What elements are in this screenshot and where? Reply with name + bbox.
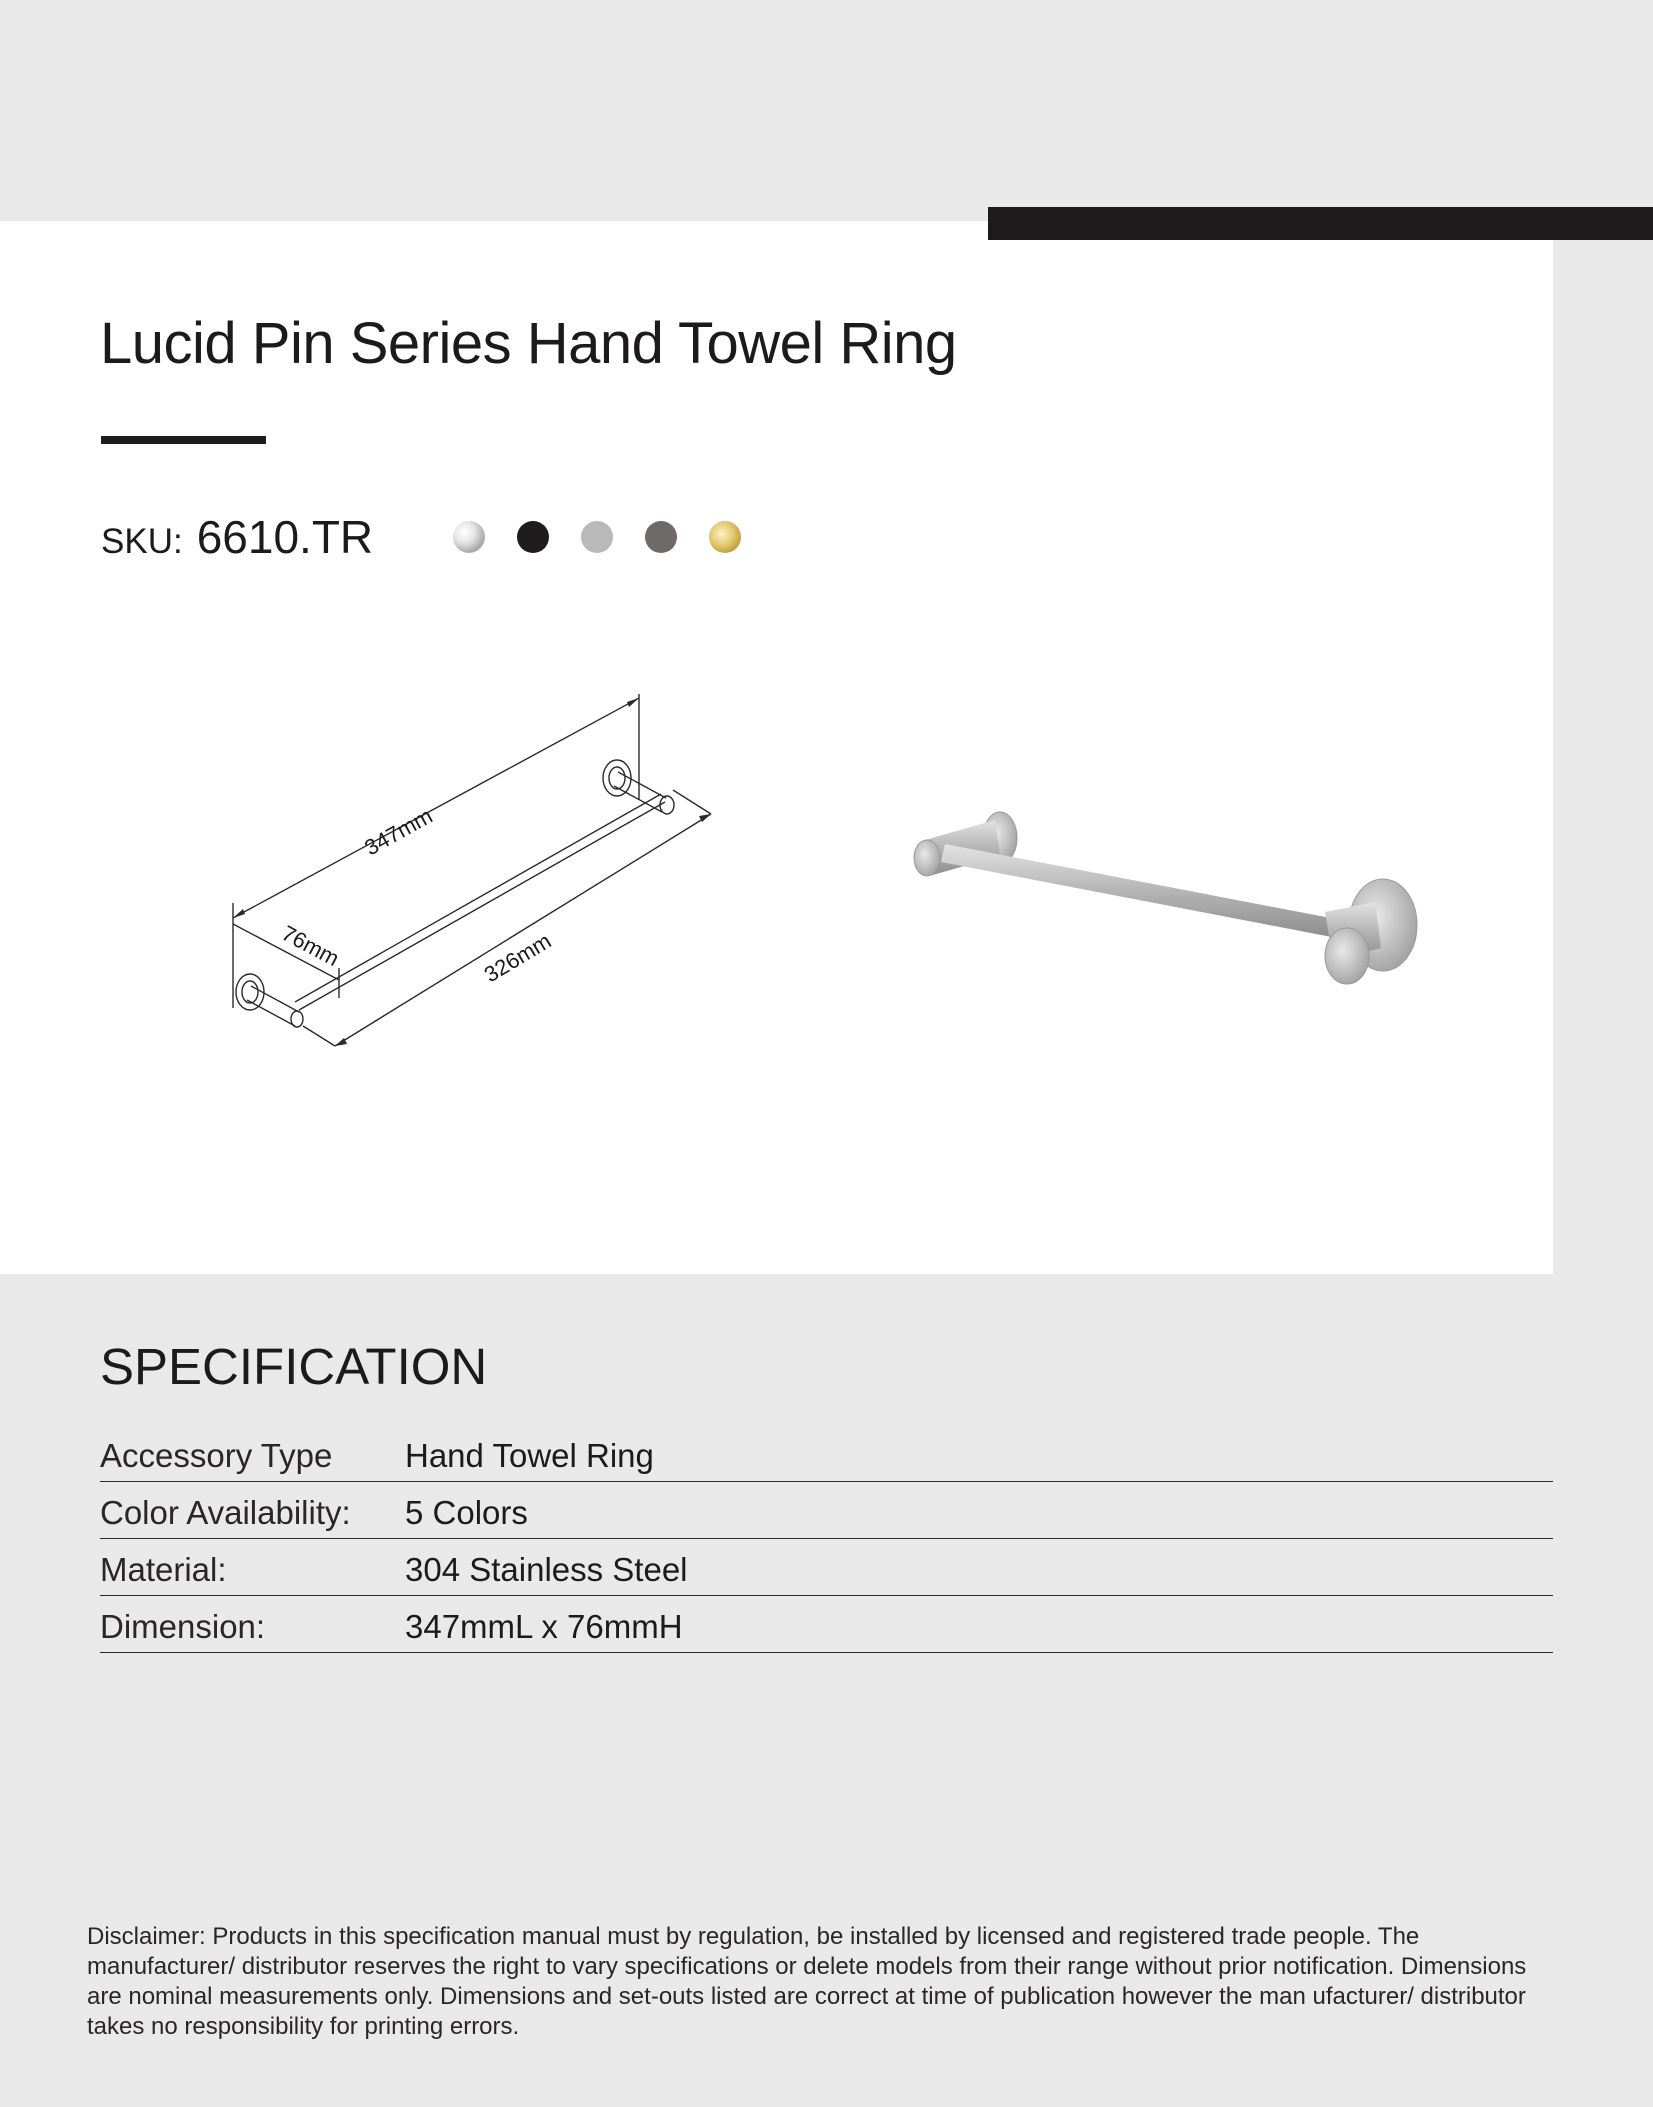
spec-label: Accessory Type [100, 1437, 333, 1474]
title-underline [101, 436, 266, 444]
spec-row [100, 1482, 1553, 1539]
sku-line [101, 510, 373, 564]
bar-top [295, 794, 661, 1002]
specification-heading: SPECIFICATION [100, 1338, 488, 1395]
dimension-drawing [225, 690, 745, 1070]
spec-label: Color Availability: [100, 1494, 351, 1531]
header-accent-bar [988, 207, 1653, 240]
sku-value: 6610.TR [196, 511, 374, 563]
swatch-chrome[interactable] [453, 521, 485, 553]
right-post-cap [1325, 928, 1369, 984]
spec-label: Material: [100, 1551, 227, 1588]
swatch-brushed-nickel[interactable] [581, 521, 613, 553]
spec-value: 347mmL x 76mmH [405, 1608, 683, 1645]
label-347mm: 347mm [360, 802, 437, 861]
product-photo [905, 800, 1425, 1000]
spec-row [100, 1539, 1553, 1596]
right-mount [603, 760, 631, 796]
spec-label: Dimension: [100, 1608, 266, 1645]
swatch-black[interactable] [517, 521, 549, 553]
dim-line-347 [233, 698, 639, 918]
disclaimer-text: Disclaimer: Products in this specification manual must by regulation, be installed by licensed and registered trade people. The manufacturer/ distributor reserves the right to vary specifications or delete models from their range without prior notification. Dimensions are nominal measurements only. Dimensions and set-outs listed are correct at time of publication however the man ufacturer/ distributor takes no responsibility for printing errors. [87, 1923, 1527, 2040]
spec-value: 5 Colors [405, 1494, 528, 1531]
left-mount [236, 974, 264, 1010]
sku-label: SKU: [101, 522, 183, 561]
finish-swatches [453, 521, 773, 553]
specification-table [100, 1425, 1553, 1653]
swatch-brushed-gold[interactable] [709, 521, 741, 553]
product-title: Lucid Pin Series Hand Towel Ring [100, 311, 957, 376]
spec-value: Hand Towel Ring [405, 1437, 654, 1474]
swatch-gunmetal[interactable] [645, 521, 677, 553]
label-76mm: 76mm [277, 920, 344, 972]
left-post-cap [914, 840, 940, 876]
spec-row [100, 1425, 1553, 1482]
bar-bottom [299, 802, 665, 1010]
spec-value: 304 Stainless Steel [405, 1551, 688, 1588]
towel-bar [941, 844, 1341, 938]
label-326mm: 326mm [479, 928, 556, 988]
spec-row [100, 1596, 1553, 1653]
